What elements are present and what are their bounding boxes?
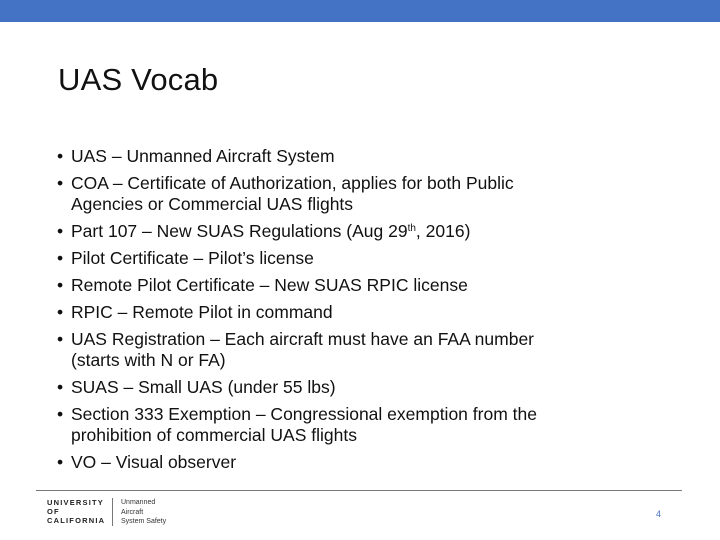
bullet-item <box>57 248 677 269</box>
bullet-marker: • <box>57 146 64 166</box>
bullet-text: Pilot Certificate – Pilot’s license <box>71 248 314 268</box>
bullet-text: SUAS – Small UAS (under 55 lbs) <box>71 377 336 397</box>
logo-divider <box>112 498 113 526</box>
bullet-item <box>57 173 677 215</box>
top-accent-bar <box>0 0 720 22</box>
bullet-list <box>57 146 677 479</box>
logo-line: CALIFORNIA <box>47 516 106 525</box>
bullet-text: Remote Pilot Certificate – New SUAS RPIC license <box>71 275 468 295</box>
bullet-text: Section 333 Exemption – Congressional exemption from the <box>71 404 537 424</box>
bullet-marker: • <box>57 248 64 268</box>
bullet-item <box>57 377 677 398</box>
footer-divider <box>36 490 682 491</box>
bullet-item <box>57 329 677 371</box>
logo-line: OF <box>47 507 60 516</box>
uas-safety-logo <box>121 498 166 527</box>
university-of-california-logo <box>47 498 105 525</box>
page-number: 4 <box>656 509 662 519</box>
bullet-text: VO – Visual observer <box>71 452 237 472</box>
bullet-marker: • <box>57 302 64 322</box>
bullet-text-after: , 2016) <box>415 221 471 241</box>
bullet-marker: • <box>57 275 64 295</box>
bullet-continuation: prohibition of commercial UAS flights <box>71 425 357 445</box>
logo-line: UNIVERSITY <box>47 498 105 507</box>
bullet-text: UAS – Unmanned Aircraft System <box>71 146 335 166</box>
bullet-item <box>57 221 677 242</box>
bullet-marker: • <box>57 173 64 193</box>
bullet-text: UAS Registration – Each aircraft must have an FAA number <box>71 329 534 349</box>
logo-line: Unmanned <box>121 499 156 506</box>
bullet-item <box>57 452 677 473</box>
bullet-continuation: Agencies or Commercial UAS flights <box>71 194 354 214</box>
bullet-marker: • <box>57 452 64 472</box>
bullet-item <box>57 146 677 167</box>
bullet-item <box>57 404 677 446</box>
bullet-marker: • <box>57 377 64 397</box>
bullet-item <box>57 275 677 296</box>
bullet-marker: • <box>57 404 64 424</box>
bullet-text: COA – Certificate of Authorization, applies for both Public <box>71 173 514 193</box>
bullet-item <box>57 302 677 323</box>
bullet-marker: • <box>57 329 64 349</box>
bullet-continuation: (starts with N or FA) <box>71 350 226 370</box>
bullet-text: Part 107 – New SUAS Regulations (Aug 29 <box>71 221 408 241</box>
bullet-text: RPIC – Remote Pilot in command <box>71 302 333 322</box>
logo-line: Aircraft <box>121 508 144 516</box>
bullet-superscript: th <box>407 223 416 234</box>
slide-title: UAS Vocab <box>58 62 219 97</box>
logo-line: System Safety <box>121 518 167 525</box>
bullet-marker: • <box>57 221 64 241</box>
